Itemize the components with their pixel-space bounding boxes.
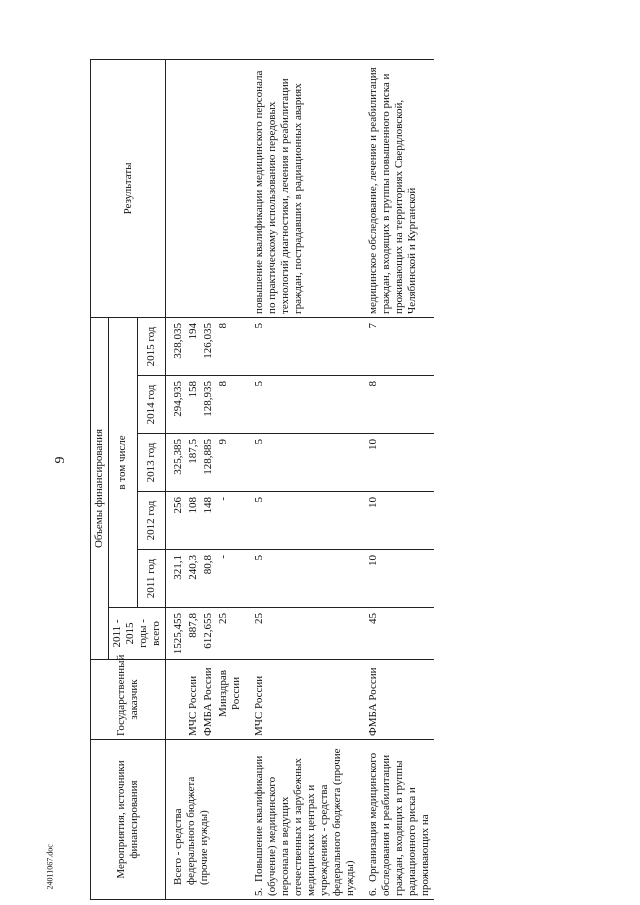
customer-name <box>172 663 185 736</box>
y2014-cell: 8 <box>359 376 434 434</box>
table-row <box>245 59 359 899</box>
value: 128,885 <box>202 439 214 475</box>
activity-text: Повышение квалификации (обучение) медицинского персонала в ведущих отечественных и зарубежных медицинских центрах и учреждениях - средства федерального бюджета (прочие нужды) <box>253 748 356 896</box>
value: 325,385 <box>172 439 184 475</box>
y2014-cell <box>166 376 246 434</box>
financing-table-rotated <box>90 60 630 900</box>
y2012-cell: 10 <box>359 492 434 550</box>
value: 128,935 <box>202 381 214 417</box>
header-financing: Объемы финансирования <box>91 317 109 659</box>
y2013-cell: 5 <box>245 434 359 492</box>
value: - <box>217 555 229 559</box>
y2013-cell: 10 <box>359 434 434 492</box>
activity-text: Организация медицинского обследования и реабилитации граждан, входящих в группы радиационного риска и проживающих на <box>367 752 431 896</box>
header-year: 2011 год <box>137 550 166 608</box>
header-year: 2013 год <box>137 434 166 492</box>
value: 158 <box>187 381 199 398</box>
table-row <box>359 59 434 899</box>
results-cell <box>166 59 246 317</box>
total-cell: 45 <box>359 608 434 660</box>
row-number: 6. <box>367 887 379 896</box>
value: 1525,455 <box>172 613 184 655</box>
y2011-cell <box>166 550 246 608</box>
y2013-cell <box>166 434 246 492</box>
y2015-cell <box>166 317 246 375</box>
value: 321,1 <box>172 555 184 580</box>
activity-cell <box>359 740 434 900</box>
customer-cell <box>359 660 434 740</box>
value: 126,035 <box>202 322 214 359</box>
results-cell: повышение квалификации медицинского персонала по практическому использованию передовых технологий диагностики, лечения и реабилитации граждан, пострадавших в радиационных авариях <box>245 59 359 317</box>
value: - <box>217 497 229 501</box>
value: 148 <box>202 497 214 514</box>
table-row <box>166 59 246 899</box>
header-customer: Государственный заказчик <box>91 660 166 740</box>
y2012-cell: 5 <box>245 492 359 550</box>
document-code: 24011067.doc <box>45 844 55 890</box>
customer-name: ФМБА России <box>202 667 214 736</box>
header-including: в том числе <box>109 317 138 607</box>
activity-text: Всего - средства федерального бюджета (прочие нужды) <box>172 776 210 885</box>
header-total: 2011 - 2015 годы - всего <box>109 608 166 660</box>
financing-table <box>90 59 434 900</box>
value: 328,035 <box>172 322 184 359</box>
results-cell: медицинское обследование, лечение и реабилитация граждан, входящих в группы повышенного риска и проживающих на территориях Свердловской, Челябинской и Курганской <box>359 59 434 317</box>
customer-name: МЧС России <box>253 675 265 736</box>
value: 887,8 <box>187 613 199 638</box>
value: 25 <box>217 613 229 624</box>
page-number: 9 <box>53 456 68 464</box>
y2014-cell: 5 <box>245 376 359 434</box>
value: 240,3 <box>187 555 199 580</box>
value: 256 <box>172 497 184 514</box>
total-cell: 25 <box>245 608 359 660</box>
value: 612,655 <box>202 613 214 649</box>
value: 8 <box>217 381 229 387</box>
y2012-cell <box>166 492 246 550</box>
header-year: 2015 год <box>137 317 166 375</box>
value: 187,5 <box>187 439 199 464</box>
value: 9 <box>217 439 229 445</box>
value: 108 <box>187 497 199 514</box>
value: 80,8 <box>202 555 214 575</box>
header-results: Результаты <box>91 59 166 317</box>
y2011-cell: 5 <box>245 550 359 608</box>
customer-name: МЧС России <box>187 675 199 736</box>
value: 294,935 <box>172 381 184 417</box>
header-year: 2014 год <box>137 376 166 434</box>
customer-cell <box>166 660 246 740</box>
activity-cell <box>245 740 359 900</box>
total-cell <box>166 608 246 660</box>
value: 8 <box>217 322 229 329</box>
y2015-cell: 5 <box>245 317 359 375</box>
header-activity: Мероприятия, источники финансирования <box>91 740 166 900</box>
y2015-cell: 7 <box>359 317 434 375</box>
value: 194 <box>187 322 199 340</box>
customer-cell <box>245 660 359 740</box>
customer-name: ФМБА России <box>367 667 379 736</box>
activity-cell <box>166 740 246 900</box>
customer-name: Минздрав России <box>217 670 242 717</box>
row-number: 5. <box>253 887 265 896</box>
header-year: 2012 год <box>137 492 166 550</box>
y2011-cell: 10 <box>359 550 434 608</box>
